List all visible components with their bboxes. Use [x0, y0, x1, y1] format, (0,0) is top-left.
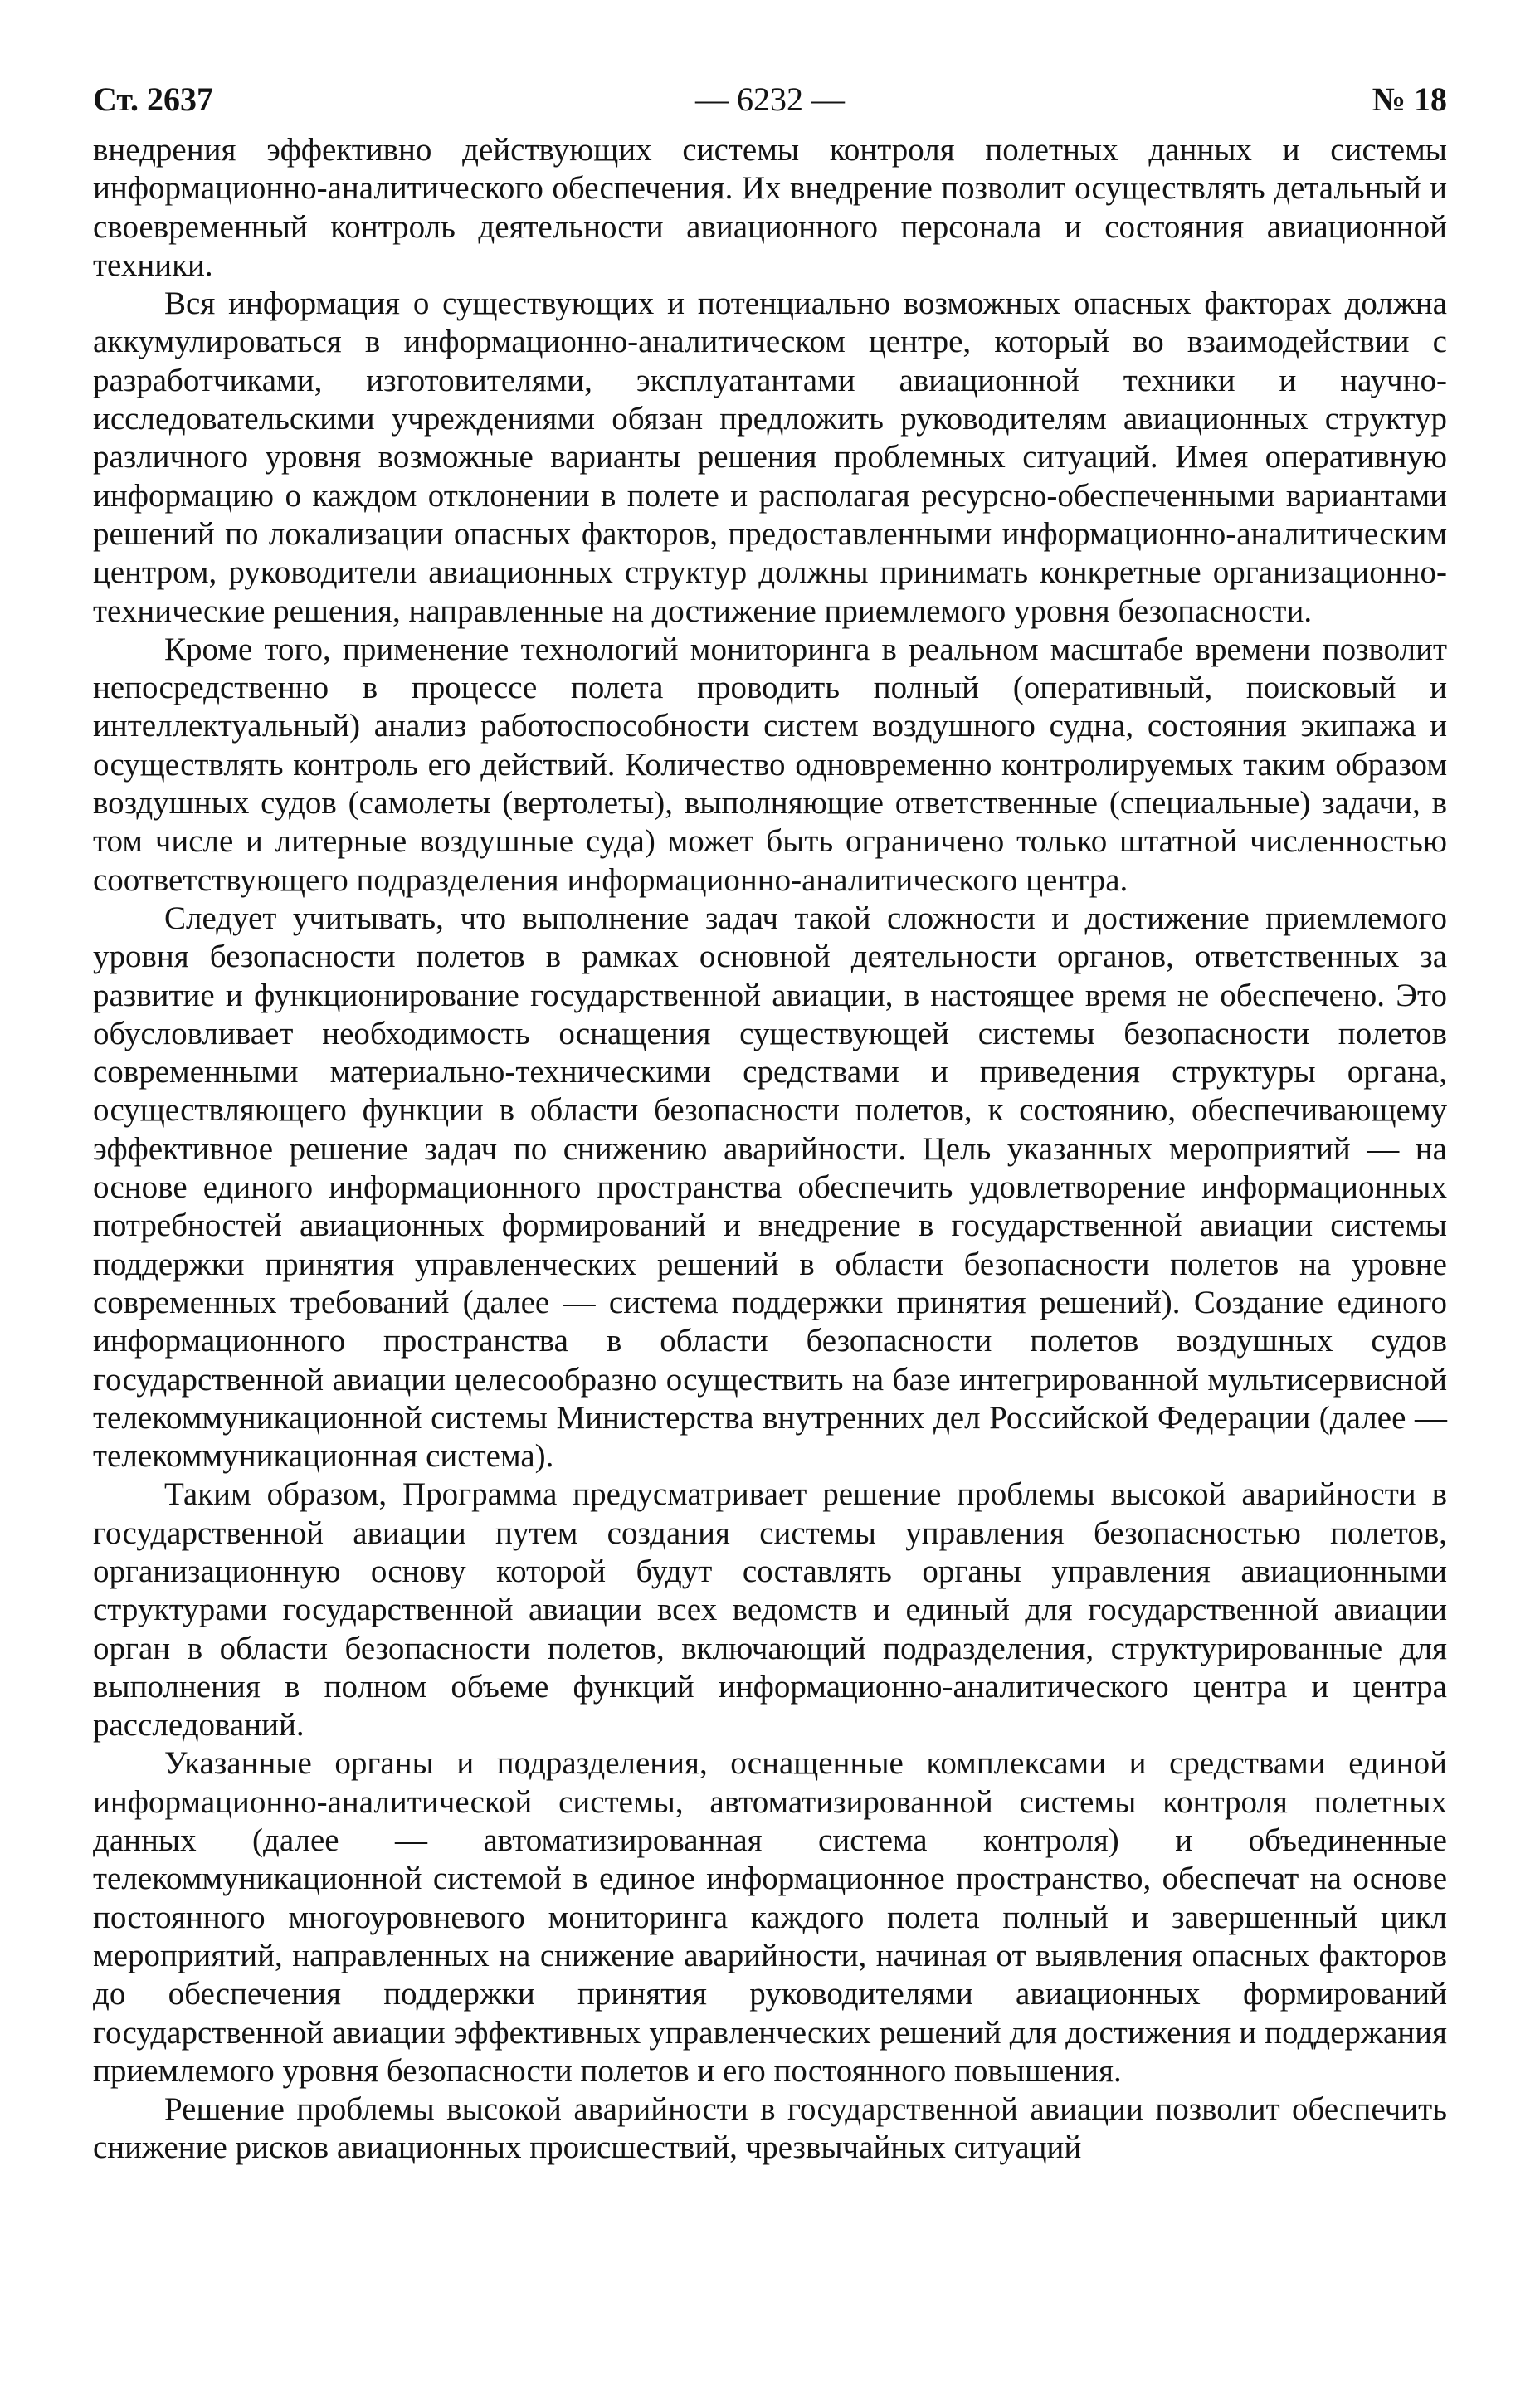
- issue-number: № 18: [1372, 80, 1447, 118]
- page-number: — 6232 —: [695, 80, 845, 118]
- paragraph-continuation: внедрения эффективно действующих системы контроля полетных данных и системы информационно-аналитического обеспечения. Их внедрение позволит осуществлять детальный и своевременный контроль деятельности авиационного персонала и состояния авиационной техники.: [93, 132, 1447, 283]
- article-number: Ст. 2637: [93, 80, 213, 118]
- paragraph: Следует учитывать, что выполнение задач такой сложности и достижение приемлемого уровня безопасности полетов в рамках основной деятельности органов, ответственных за развитие и функционирование государственной авиации, в настоящее время не обеспечено. Это обусловливает необходимость оснащения существующей системы безопасности полетов современными материально-техническими средствами и приведения структуры органа, осуществляющего функции в области безопасности полетов, к состоянию, обеспечивающему эффективное решение задач по снижению аварийности. Цель указанных мероприятий — на основе единого информационного пространства обеспечить удовлетворение информационных потребностей авиационных формирований и внедрение в государственной авиации системы поддержки принятия управленческих решений в области безопасности полетов на уровне современных требований (далее — система поддержки принятия решений). Создание единого информационного пространства в области безопасности полетов воздушных судов государственной авиации целесообразно осуществить на базе интегрированной мультисервисной телекоммуникационной системы Министерства внутренних дел Российской Федерации (далее — телекоммуникационная система).: [93, 900, 1447, 1475]
- paragraph: Таким образом, Программа предусматривает решение проблемы высокой аварийности в государственной авиации путем создания системы управления безопасностью полетов, организационную основу которой будут составлять органы управления авиационными структурами государственной авиации всех ведомств и единый для государственной авиации орган в области безопасности полетов, включающий подразделения, структурированные для выполнения в полном объеме функций информационно-аналитического центра и центра расследований.: [93, 1476, 1447, 1744]
- page-header: [93, 76, 1447, 123]
- paragraph: Кроме того, применение технологий мониторинга в реальном масштабе времени позволит непосредственно в процессе полета проводить полный (оперативный, поисковый и интеллектуальный) анализ работоспособности систем воздушного судна, состояния экипажа и осуществлять контроль его действий. Количество одновременно контролируемых таким образом воздушных судов (самолеты (вертолеты), выполняющие ответственные (специальные) задачи, в том числе и литерные воздушные суда) может быть ограничено только штатной численностью соответствующего подразделения информационно-аналитического центра.: [93, 631, 1447, 898]
- document-body: [93, 131, 1447, 2168]
- document-page: [93, 76, 1447, 2168]
- paragraph: Вся информация о существующих и потенциально возможных опасных факторах должна аккумулироваться в информационно-аналитическом центре, который во взаимодействии с разработчиками, изготовителями, эксплуатантами авиационной техники и научно-исследовательскими учреждениями обязан предложить руководителям авиационных структур различного уровня возможные варианты решения проблемных ситуаций. Имея оперативную информацию о каждом отклонении в полете и располагая ресурсно-обеспеченными вариантами решений по локализации опасных факторов, предоставленными информационно-аналитическим центром, руководители авиационных структур должны принимать конкретные организационно-технические решения, направленные на достижение приемлемого уровня безопасности.: [93, 285, 1447, 629]
- paragraph: Указанные органы и подразделения, оснащенные комплексами и средствами единой информационно-аналитической системы, автоматизированной системы контроля полетных данных (далее — автоматизированная система контроля) и объединенные телекоммуникационной системой в единое информационное пространство, обеспечат на основе постоянного многоуровневого мониторинга каждого полета полный и завершенный цикл мероприятий, направленных на снижение аварийности, начиная от выявления опасных факторов до обеспечения поддержки принятия руководителями авиационных формирований государственной авиации эффективных управленческих решений для достижения и поддержания приемлемого уровня безопасности полетов и его постоянного повышения.: [93, 1745, 1447, 2089]
- paragraph: Решение проблемы высокой аварийности в государственной авиации позволит обеспечить снижение рисков авиационных происшествий, чрезвычайных ситуаций: [93, 2091, 1447, 2166]
